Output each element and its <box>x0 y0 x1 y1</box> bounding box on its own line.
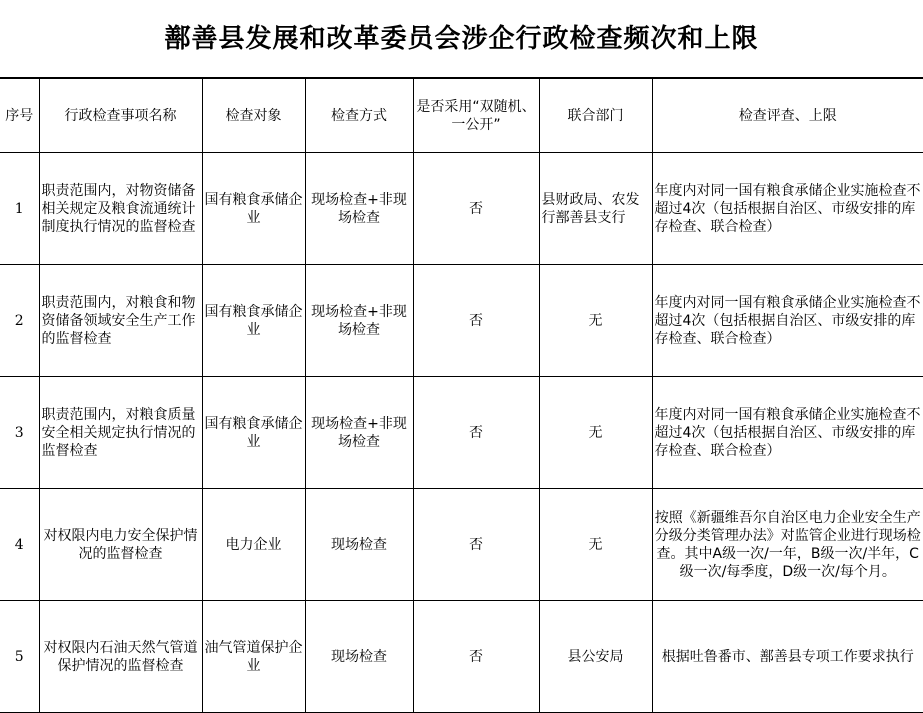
row-item: 对权限内电力安全保护情况的监督检查 <box>39 489 202 601</box>
table-row <box>0 153 923 265</box>
row-no: 5 <box>0 601 39 713</box>
row-dept: 县公安局 <box>539 601 652 713</box>
header-item: 行政检查事项名称 <box>39 79 202 153</box>
row-limit: 根据吐鲁番市、鄯善县专项工作要求执行 <box>652 601 923 713</box>
row-dept: 无 <box>539 377 652 489</box>
row-item: 职责范围内，对粮食和物资储备领域安全生产工作的监督检查 <box>39 265 202 377</box>
row-method: 现场检查+非现场检查 <box>305 265 413 377</box>
row-target: 国有粮食承储企业 <box>202 153 305 265</box>
table-row <box>0 377 923 489</box>
row-limit: 按照《新疆维吾尔自治区电力企业安全生产分级分类管理办法》对监管企业进行现场检查。其中A级一次/一年，B级一次/半年，C级一次/每季度，D级一次/每个月。 <box>652 489 923 601</box>
row-no: 4 <box>0 489 39 601</box>
header-method: 检查方式 <box>305 79 413 153</box>
row-method: 现场检查 <box>305 489 413 601</box>
row-target: 国有粮食承储企业 <box>202 265 305 377</box>
row-random: 否 <box>413 153 539 265</box>
row-random: 否 <box>413 489 539 601</box>
row-item: 对权限内石油天然气管道保护情况的监督检查 <box>39 601 202 713</box>
header-target: 检查对象 <box>202 79 305 153</box>
table-row <box>0 601 923 713</box>
row-random: 否 <box>413 377 539 489</box>
row-limit: 年度内对同一国有粮食承储企业实施检查不超过4次（包括根据自治区、市级安排的库存检查、联合检查） <box>652 153 923 265</box>
header-limit: 检查评查、上限 <box>652 79 923 153</box>
row-limit: 年度内对同一国有粮食承储企业实施检查不超过4次（包括根据自治区、市级安排的库存检查、联合检查） <box>652 265 923 377</box>
row-target: 油气管道保护企业 <box>202 601 305 713</box>
row-item: 职责范围内，对物资储备相关规定及粮食流通统计制度执行情况的监督检查 <box>39 153 202 265</box>
header-no: 序号 <box>0 79 39 153</box>
row-no: 3 <box>0 377 39 489</box>
row-method: 现场检查 <box>305 601 413 713</box>
row-no: 1 <box>0 153 39 265</box>
row-no: 2 <box>0 265 39 377</box>
row-dept: 县财政局、农发行鄯善县支行 <box>539 153 652 265</box>
row-dept: 无 <box>539 265 652 377</box>
row-random: 否 <box>413 601 539 713</box>
row-dept: 无 <box>539 489 652 601</box>
inspection-table <box>0 78 923 713</box>
page-title: 鄯善县发展和改革委员会涉企行政检查频次和上限 <box>0 0 923 78</box>
row-target: 国有粮食承储企业 <box>202 377 305 489</box>
row-method: 现场检查+非现场检查 <box>305 377 413 489</box>
table-row <box>0 489 923 601</box>
row-random: 否 <box>413 265 539 377</box>
row-target: 电力企业 <box>202 489 305 601</box>
row-method: 现场检查+非现场检查 <box>305 153 413 265</box>
row-item: 职责范围内，对粮食质量安全相关规定执行情况的监督检查 <box>39 377 202 489</box>
row-limit: 年度内对同一国有粮食承储企业实施检查不超过4次（包括根据自治区、市级安排的库存检查、联合检查） <box>652 377 923 489</box>
header-dept: 联合部门 <box>539 79 652 153</box>
table-row <box>0 265 923 377</box>
header-random: 是否采用“双随机、一公开” <box>413 79 539 153</box>
header-row <box>0 79 923 153</box>
